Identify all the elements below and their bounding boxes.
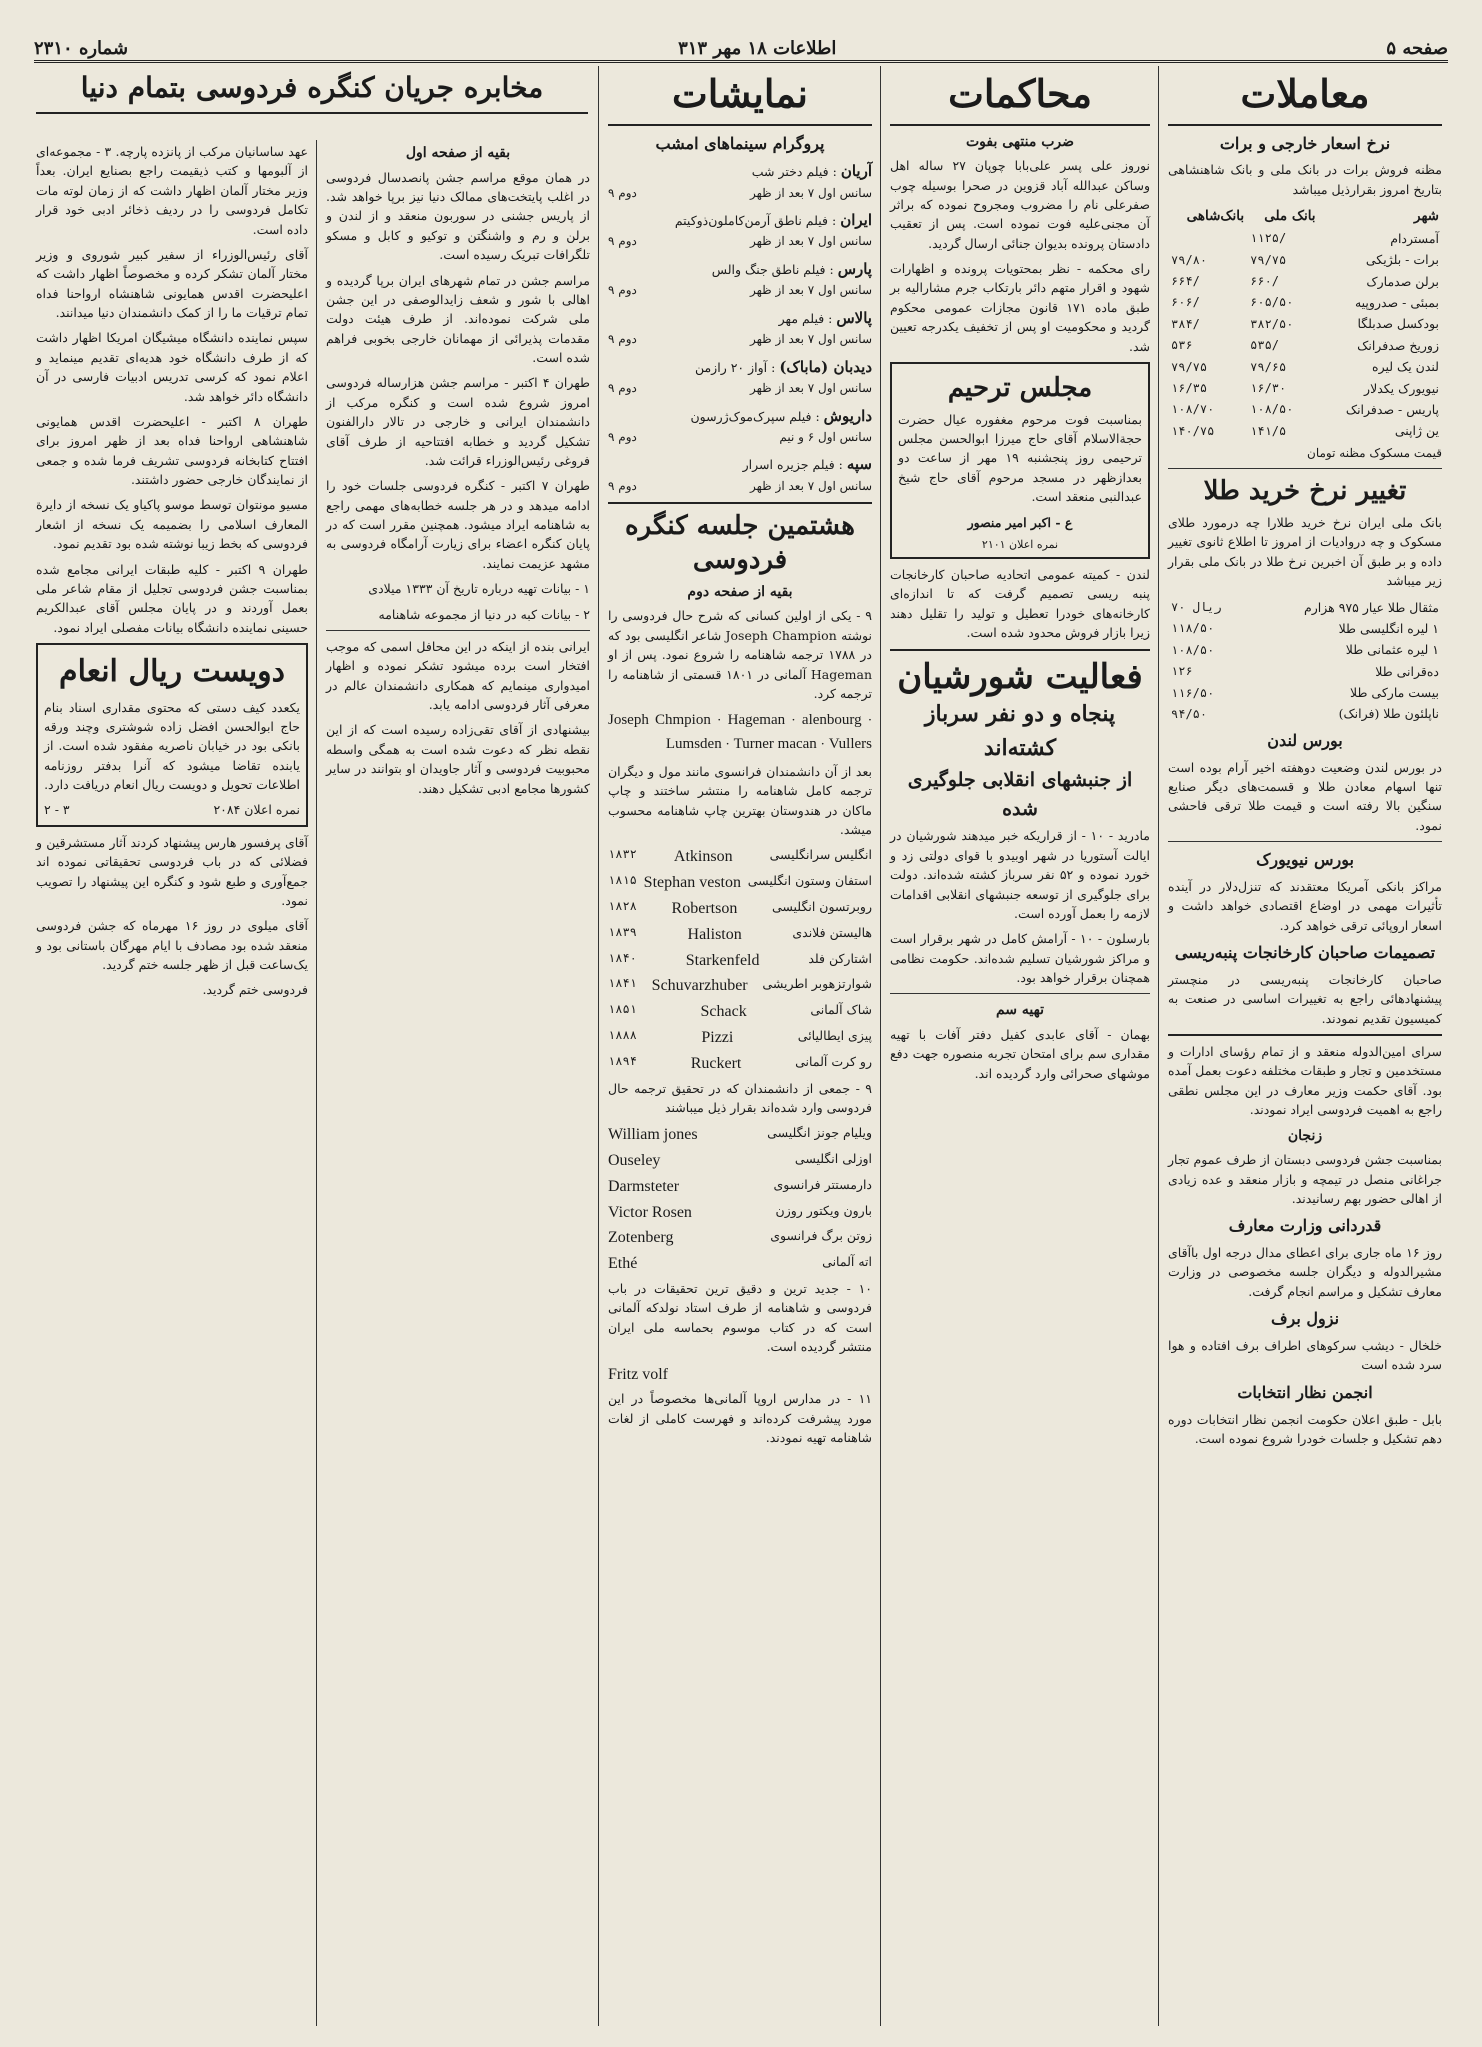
scholar-desc: بارون ویکتور روزن [775,1202,872,1218]
gold-row [1168,618,1442,639]
latin-names-inline: Joseph Chmpion · Hageman · alenbourg · Lumsden · Turner macan · Vullers [608,712,872,752]
translator-row [608,949,872,974]
film-title: فیلم ناطق آرمن‌کاملون‌ذوکیتم [674,213,829,229]
ferdowsi-bottom-text: ایرانی بنده از اینکه در این محافل اسمی که موجب افتخار است برده میشود تشکر نموده و اظهار امیدواری مینمایم که همکاری دانشمندان عالم در معرفی آثار فردوسی ادامه یابد. [326,638,590,713]
rate-city: ین ژاپنی [1394,423,1439,439]
translator-year: ۱۸۳۲ [608,847,637,862]
rate-row [1168,292,1442,313]
reward-ad-title: دویست ریال انعام [59,654,285,689]
scholar-list [608,1123,872,1277]
cinema-item: دیدبان (ماباک) : آواز ۲۰ رازمن سانس اول ۷ بعد از ظهر دوم ۹ [608,356,872,398]
session-2: دوم ۹ [608,478,637,493]
khalkhal-title: نزول برف [1270,1309,1340,1329]
page-label: صفحه ۵ [1386,37,1448,59]
cinema-item: پارس : فیلم ناطق جنگ والس سانس اول ۷ بعد از ظهر دوم ۹ [608,258,872,300]
gold-item: مثقال طلا عیار ۹۷۵ هزارم [1304,599,1439,615]
date-line: اطلاعات ۱۸ مهر ۳۱۳ [678,37,837,59]
rate-value: ۱۶/۳۵ [1171,380,1208,395]
case-title: ضرب منتهی بفوت [965,133,1074,150]
gold-row [1168,682,1442,703]
film-title: آواز ۲۰ رازمن [694,359,768,375]
ferdowsi-text-4: طهران ۷ اکتبر - کنگره فردوسی جلسات خود را ادامه میدهد و در هر جلسه خطابه‌های مهمی راجع به شاهنامه ایراد میشود. همچنین مقرر است که در پایان کنگره اعضاء برای زیارت آرامگاه فردوسی به مشهد عزیمت نمایند. [326,478,590,571]
scholar-latin: Zotenberg [608,1229,674,1247]
session-2: دوم ۹ [608,429,637,444]
cinema-name: داریوش [823,406,872,425]
session-2: دوم ۹ [608,380,637,395]
ferdowsi-text-3: طهران ۴ اکتبر - مراسم جشن هزارساله فردوسی امروز شروع شده است و کنگره مرکب از دانشمندان ایرانی و خارجی در تالار دارالفنون تشکیل گردید و خطابه افتتاحیه از طرف آقای فروغی رئیس‌الوزراء قرائت شد. [326,375,591,468]
congress-text-3: ۱۰ - جدید ترین و دقیق ترین تحقیقات در باب فردوسی و شاهنامه از طرف استاد نولدکه آلمانی است که در کتاب موسوم بحماسه ملی ایران منتشر گردیده است. [608,1281,872,1355]
gold-item: ده‌قرانی طلا [1375,663,1439,679]
session-2: دوم ۹ [608,332,637,347]
ferdowsi-right-text-7: آقای پرفسور هارس پیشنهاد کردند آثار مستشرقین و فضلائی که در باب فردوسی تحقیقاتی نموده اند جمع‌آوری و طبع شود و کنگره این پیشنهاد را تصویب نمود. [36,834,308,908]
cinema-name: دیدبان (ماباک) [779,357,872,376]
congress-title: هشتمین جلسه کنگره فردوسی [625,511,855,575]
election-text: بابل - طبق اعلان حکومت انجمن نظار انتخابات دوره دهم تشکیل و جلسات خودرا شروع نموده است. [1168,1411,1442,1446]
rate-row [1168,378,1442,399]
translator-desc: انگلیس سرانگلیسی [769,847,872,863]
rate-value: ۶۰۵/۵۰ [1250,295,1294,310]
rate-value: ۱۰۸/۷۰ [1171,402,1215,417]
revolt-text-2: بارسلون - ۱۰ - آرامش کامل در شهر برقرار است و مراکز شورشیان تسلیم شده‌اند. حکومت نظامی همچنان برقرار خواهد بود. [890,931,1150,986]
translator-desc: استفان وستون انگلیسی [747,873,872,889]
rate-row [1168,356,1442,377]
gold-row [1168,661,1442,682]
masthead-bar [34,36,1448,63]
rate-row [1168,228,1442,249]
translator-desc: شاک آلمانی [810,1002,872,1018]
translator-list [608,845,872,1076]
congress-text: ۹ - یکی از اولین کسانی که شرح حال فردوسی را نوشته Joseph Champion شاعر انگلیسی بود که در ۱۷۸۸ ترجمه شاهنامه را شروع نمود. پس از او Hageman آلمانی در ۱۸۰۱ قسمتی از شاهنامه را ترجمه کرد. [608,608,872,701]
london-text: در بورس لندن وضعیت دوهفته اخیر آرام بوده است تنها اسهام معادن طلا و قسمت‌های دیگر صنایع سنگین بالا رفته است و قیمت طلا ترقی فاحشی نمود. [1168,759,1442,833]
gold-item: ۱ لیره انگلیسی طلا [1338,620,1439,636]
congress-text-2: بعد از آن دانشمندان فرانسوی مانند مول و دیگران ترجمه کامل شاهنامه را منتشر ساختند و چاپ ماکان در هندوستان بهترین چاپ شاهنامه محسوب میشد. [608,763,872,837]
translator-latin: Stephan veston [643,874,741,892]
reward-ad-ref: نمره اعلان ۲۰۸۴ [213,802,300,818]
court-title: محاکمات [948,71,1092,116]
rate-city: پاریس - صدفرانک [1345,401,1439,417]
gold-table [1168,597,1442,725]
translator-latin: Ruckert [690,1054,742,1072]
cinema-item: ایران : فیلم ناطق آرمن‌کاملون‌ذوکیتم سانس اول ۷ بعد از ظهر دوم ۹ [608,209,872,251]
translator-row [608,845,872,870]
rate-value: ۱۴۰/۷۵ [1171,423,1215,438]
translator-row [608,974,872,999]
cinema-name: پارس [837,259,872,278]
ferdowsi-bottom-text-2: بیشنهادی از آقای تقی‌زاده رسیده است که از این نقطه نظر که دعوت شده است به همگی واسطه محبوبیت فردوسی و آثار جاویدان او بتوانند در سایر کشورها مجامع ادبی تشکیل دهند. [326,722,590,796]
rate-city: بمبئی - صدروپیه [1354,295,1439,311]
rate-city: نیویورک یکدلار [1364,380,1439,396]
scholar-row [608,1226,872,1251]
rates-title: نرخ اسعار خارجی و برات [1219,133,1391,153]
trade-column [1162,66,1448,2026]
rate-value: ۵۳۵/ [1250,338,1280,353]
reward-ad-text: یکعدد کیف دستی که محتوی مقداری اسناد بنام حاج ابوالحسن افضل زاده شوشتری وچند ورقه بانکی بود در خیابان ناصریه مفقود شده است. از یابنده تقاضا میشود که آنرا بدفتر روزنامه اطلاعات تحویل و دویست ریال انعام دریافت دارد. [44,699,300,792]
cinema-name: آریان [840,162,872,181]
scholar-latin: Ethé [608,1255,638,1273]
translator-year: ۱۸۵۱ [608,1002,637,1017]
gold-price: ۷۰ ریال [1171,600,1222,614]
ministry-title: قدردانی وزارت معارف [1228,1216,1382,1236]
rate-city: بودکسل صدبلگا [1357,316,1439,332]
program-title: پروگرام سینماهای امشب [655,133,825,153]
congress-subtitle: بقیه از صفحه دوم [687,583,793,600]
scholar-latin: Darmsteter [608,1177,680,1195]
festival-text: سرای امین‌الدوله منعقد و از تمام رؤسای ادارات و مستخدمین و تجار و طبقات مختلفه دعوت بعمل آمده بود. آقای حکمت وزیر معارف در این مجلس نطقی راجع به اهمیت فردوسی ایراد نمودند. [1168,1044,1442,1118]
scholar-desc: زوتن برگ فرانسوی [770,1228,872,1244]
rate-value: ۵۳۶ [1171,338,1193,353]
election-title: انجمن نظار انتخابات [1237,1382,1373,1402]
rate-value: ۱۶/۳۰ [1250,380,1287,395]
gold-price: ۱۱۶/۵۰ [1171,685,1215,700]
revolt-subhead: پنجاه و دو نفر سرباز کشته‌اند [924,701,1116,762]
translator-row [608,1026,872,1051]
film-title: فیلم سپرک‌موک‌ژرسون [690,408,812,424]
zanjan-text: بمناسبت جشن فردوسی دبستان از طرف عموم تجار جراغانی منصل در تیمچه و بازار منعقد و عده زیادی از اهالی حضور بهم رسانیدند. [1168,1152,1442,1206]
ferdowsi-right-sub [320,140,596,2026]
film-title: فیلم ناطق جنگ والس [711,261,826,277]
cinema-item: سپه : فیلم جزیره اسرار سانس اول ۷ بعد از ظهر دوم ۹ [608,453,872,495]
ferdowsi-right-text-4: طهران ۸ اکتبر - اعلیحضرت اقدس همایونی شاهنشاهی ارواحنا فداه بعد از ظهر امروز برای افتتاح کتابخانه فردوسی تشریف فرما شده و جمعی از نمایندگان خارجی حضور داشتند. [36,413,308,487]
condolence-ref: نمره اعلان ۲۱۰۱ [981,537,1059,551]
gold-price: ۱۲۶ [1171,664,1193,679]
cinema-name: ایران [840,211,872,230]
rate-value: ۳۸۲/۵۰ [1250,316,1294,331]
session-2: دوم ۹ [608,283,637,298]
translator-latin: Robertson [671,899,738,917]
silver-note: قیمت مسکوک مظنه تومان [1307,445,1442,460]
rate-value: ۷۹/۷۵ [1171,359,1208,374]
ferdowsi-right-text-5: مسیو مونتوان توسط موسو پاکیاو یک نسخه از دایرة المعارف اسلامی را بضمیمه یک نسخه از اشعار فردوسی که بخط زیبا نوشته شده بود تقدیم نمود. [36,497,308,552]
gold-price: ۱۰۸/۵۰ [1171,642,1215,657]
film-title: فیلم جزیره اسرار [742,457,835,473]
ferdowsi-title: مخابره جریان کنگره فردوسی بتمام دنیا [80,71,544,104]
session-1: سانس اول ۷ بعد از ظهر [750,478,872,493]
case-verdict: رای محکمه - نظر بمحتویات پرونده و اظهارات شهود و اقرار متهم دائر بارتکاب جرم مشارالیه بر طبق ماده ۱۷۱ قانون مجازات عمومی محکوم گردید و محکومیت او پس از تخفیف یکدرجه تعیین شد. [890,261,1150,354]
poison-title: تهیه سم [995,1002,1044,1019]
ferdowsi-right-text-3: سپس نماینده دانشگاه میشیگان امریکا اظهار داشت که از طرف دانشگاه خود هدیه‌ای تقدیم مینماید و اعلام نمود که کرسی تدریس ادبیات فارسی در آن دانشگاه دائر خواهد شد. [36,330,308,404]
ferdowsi-text-6: ۲ - بیانات کبه در دنیا از مجموعه شاهنامه [378,606,590,622]
ferdowsi-right-text-6: طهران ۹ اکتبر - کلیه طبقات ایرانی مجامع شده بمناسبت جشن فردوسی تجلیل از مقام شاعر ملی بعمل آوردند و در پایان مجلس آقای عبدالکریم حسینی نماینده دانشگاه بیانات مفصلی ایراد نمود. [36,561,308,635]
session-1: سانس اول ۷ بعد از ظهر [750,185,872,200]
rate-value [1168,228,1247,249]
rate-value: ۷۹/۸۰ [1171,252,1208,267]
rate-city: زوریخ صدفرانک [1357,337,1439,353]
gold-row [1168,639,1442,660]
session-1: سانس اول ۶ و نیم [779,429,872,444]
rates-table [1168,205,1442,442]
continued-label: بقیه از صفحه اول [405,145,511,161]
translator-latin: Starkenfeld [685,951,760,969]
gold-item: بیست مارکی طلا [1350,685,1439,701]
translator-desc: هالیستن فلاندی [792,924,872,940]
translator-year: ۱۸۳۹ [608,924,637,939]
gold-price: ۱۱۸/۵۰ [1171,621,1215,636]
scholar-row [608,1201,872,1226]
gold-item: ۱ لیره عثمانی طلا [1345,642,1439,658]
gold-price: ۹۴/۵۰ [1171,706,1208,721]
case-text: نوروز علی پسر علی‌بابا چوپان ۲۷ ساله اهل وساکن عبدالله آباد قزوین در صحرا بوسیله چوب صفرعلی نام را مضروب ومجروح نموده که براثر آن مجنی‌علیه فوت نموده است. پس از تعقیب دادستان پرونده بدیوان جنائی ارسال گردید. [890,158,1150,251]
translator-desc: رو کرت آلمانی [795,1053,872,1069]
translator-desc: پیزی ایطالیائی [797,1027,872,1043]
scholar-row [608,1123,872,1148]
condolence-signature: ع - اکبر امیر منصور [967,514,1073,530]
session-1: سانس اول ۷ بعد از ظهر [750,332,872,347]
revolt-headline: فعالیت شورشیان [897,656,1143,697]
translator-latin: Pizzi [701,1028,734,1046]
column-divider [880,66,881,2026]
cinema-item: آریان : فیلم دختر شب سانس اول ۷ بعد از ظهر دوم ۹ [608,160,872,202]
ferdowsi-right-text-8: آقای میلوی در روز ۱۶ مهرماه که جشن فردوسی منعقد شده بود مصادف با ایام مهرگان باستانی بود و یک‌ساعت قبل از ظهر جلسه ختم گردید. [36,918,308,972]
translator-year: ۱۸۹۴ [608,1053,637,1068]
ministry-text: روز ۱۶ ماه جاری برای اعطای مدال درجه اول باآقای مشیرالدوله و دیگران جلسه مخصوصی در وزارت معارف تشکیل و مراسم انجام گرفت. [1168,1245,1442,1299]
translator-year: ۱۸۸۸ [608,1027,637,1042]
translator-row [608,923,872,948]
scholar-row [608,1149,872,1174]
session-1: سانس اول ۷ بعد از ظهر [750,234,872,249]
gold-text: بانک ملی ایران نرخ خرید طلارا چه درمورد طلای مسکوک و چه دروادیات از امروز تا اطلاع ثانوی تغییر داده و بر طبق آن اخبرین نرخ طلا در بانک ملی بقرار زیر میباشد [1168,515,1442,589]
reward-ad-footer [44,800,300,819]
condolence-title: مجلس ترحیم [947,372,1093,403]
rates-intro: مظنه فروش برات در بانک ملی و بانک شاهنشاهی بتاریخ امروز بقرارذیل میباشد [1168,162,1442,197]
translator-year: ۱۸۲۸ [608,898,637,913]
column-divider [316,140,317,2026]
translator-row [608,897,872,922]
rate-value: ۷۹/۷۵ [1250,252,1287,267]
translator-latin: Schack [700,1003,747,1021]
rate-value: ۱۱۲۵/ [1250,231,1287,246]
shows-column [602,66,878,2026]
gold-title: تغییر نرخ خرید طلا [1203,476,1407,507]
translator-year: ۱۸۱۵ [608,873,637,888]
rate-city: لندن یک لیره [1372,359,1439,375]
translator-row [608,1000,872,1025]
cinema-name: پالاس [836,308,872,327]
session-1: سانس اول ۷ بعد از ظهر [750,380,872,395]
cinema-name: سپه [846,455,872,474]
ferdowsi-text-2: مراسم جشن در تمام شهرهای ایران برپا گردیده و اهالی با شور و شعف زایدالوصفی در این جشن ملی شرکت نموده‌اند. از طرف هیئت دولت مقدمات پذیرائی از مهمانان خارجی بخوبی فراهم شده است. [326,272,590,366]
rate-row [1168,313,1442,334]
scholar-desc: اته آلمانی [822,1254,872,1270]
revolt-text: مادرید - ۱۰ - از قراریکه خبر میدهند شورشیان در ایالت آستوریا در شهر اوبیدو با قوای دولتی زد و خورد نموده و ۵۲ نفر سرباز کشته شده‌اند. دولت برای جلوگیری از توسعه جنبشهای انقلابی اقدامات لازمه را بعمل آورده است. [890,828,1150,921]
translator-latin: Haliston [687,925,742,943]
rate-city: برات - بلژیکی [1365,252,1439,268]
court-column [884,66,1156,2026]
ferdowsi-close: فردوسی ختم گردید. [202,982,308,998]
session-1: سانس اول ۷ بعد از ظهر [750,283,872,298]
revolt-subhead-2: از جنبشهای انقلابی جلوگیری شده [907,768,1133,820]
congress-text-4: ۱۱ - در مدارس اروپا آلمانی‌ها مخصوصاً در این مورد پیشرفت کرده‌اند و فهرست کاملی از لغات شاهنامه تهیه نمودند. [608,1391,872,1446]
translator-latin: Atkinson [673,848,733,866]
film-title: فیلم دختر شب [751,164,829,180]
translator-row [608,1052,872,1077]
ferdowsi-right-text-1: عهد ساسانیان مرکب از پانزده پارچه. ۳ - مجموعه‌ای از آلبومها و کتب ذیقیمت راجع بصنایع ایران. بعداً وزیر مختار آلمان اظهار داشت که از زمان لوته مات تکامل فردوسی را در ردیف ذخائر ادبی خود قرار داده است. [36,144,308,237]
fritz-name: Fritz volf [608,1365,668,1383]
session-2: دوم ۹ [608,234,637,249]
gold-row [1168,597,1442,618]
scholar-desc: ویلیام جونز انگلیسی [767,1125,872,1141]
newyork-title: بورس نیویورک [1256,850,1354,870]
issue-number: شماره ۲۳۱۰ [34,37,129,59]
rate-row [1168,271,1442,292]
scholar-latin: Victor Rosen [608,1203,692,1221]
condolence-box [890,362,1150,559]
translator-row [608,871,872,896]
session-2: دوم ۹ [608,185,637,200]
scholars-intro: ۹ - جمعی از دانشمندان که در تحقیق ترجمه حال فردوسی وارد شده‌اند بقرار ذیل میباشند [608,1080,872,1115]
rate-value: ۷۹/۶۵ [1250,359,1287,374]
rate-row [1168,420,1442,441]
poison-text: بهمان - آقای عابدی کفیل دفتر آفات با تهیه مقداری سم برای امتحان تجربه منصوره جهت دفع موشهای صحرائی وارد گردیده اند. [890,1027,1150,1081]
column-divider [1158,66,1159,2026]
cotton-text: صاحبان کارخانجات پنبه‌ریسی در منچستر پیشنهادهائی راجع به تغییرات اساسی در صنعت به کمیسیون تقدیم نمودند. [1168,971,1442,1026]
translator-desc: شوارتزهوبر اطریشی [762,976,872,992]
ferdowsi-text-5: ۱ - بیانات تهیه درباره تاریخ آن ۱۳۳۳ میلادی [368,581,590,597]
reward-ad [36,643,308,827]
column-divider [598,66,599,2026]
scholar-latin: Ouseley [608,1152,661,1170]
rate-value: ۳۸۴/ [1171,316,1200,331]
ferdowsi-text-1: در همان موقع مراسم جشن پانصدسال فردوسی در اغلب پایتخت‌های ممالک دنیا نیز برپا خواهد شد. از پاریس جشنی در سوربون منعقد و از لندن و برلن و رم و واشنگتن و توکیو و کابل و مسکو تلگرافات تبریک رسیده است. [326,169,590,263]
rate-value: ۶۶۴/ [1171,274,1200,289]
rates-table-header: شهر بانک ملی بانک‌شاهی [1186,208,1439,225]
cotton-title: تصمیمات صاحبان کارخانجات پنبه‌ریسی [1174,943,1436,963]
london-title: بورس لندن [1267,730,1343,750]
scholar-row [608,1175,872,1200]
translator-desc: روبرتسون انگلیسی [771,898,872,914]
rate-row [1168,249,1442,270]
translator-year: ۱۸۴۰ [608,950,637,965]
rate-city: برلن صدمارک [1366,273,1439,289]
cotton-news: لندن - کمیته عمومی اتحادیه صاحبان کارخانجات پنبه ریسی تصمیم گرفت که تا اندازه‌ای کارخانه‌های خودرا تعطیل و تولید را تقلیل دهند زیرا بازار فروش محدود شده است. [890,567,1150,641]
scholar-desc: اوزلی انگلیسی [794,1151,872,1167]
translator-desc: اشتارکن فلد [808,950,872,966]
ferdowsi-left-sub [30,140,314,2026]
rate-value: ۱۰۸/۵۰ [1250,402,1294,417]
trade-title: معاملات [1240,71,1370,116]
ferdowsi-header [30,66,594,146]
cinema-list [608,160,872,495]
rate-value: ۶۶۰/ [1250,274,1280,289]
gold-row [1168,703,1442,724]
khalkhal-text: خلخال - دیشب سرکوهای اطراف برف افتاده و هوا سرد شده است [1168,1338,1442,1373]
translator-year: ۱۸۴۱ [608,976,637,991]
rate-row [1168,399,1442,420]
rate-row [1168,335,1442,356]
shows-title: نمایشات [672,71,808,116]
ferdowsi-right-text-2: آقای رئیس‌الوزراء از سفیر کبیر شوروی و وزیر مختار آلمان تشکر کرده و مخصوصاً اظهار داشت که اعلیحضرت اقدس همایونی شاهنشاه ارواحنا فداه تمام ترقیات ما را از کمک دانشمندان دنیا میدانند. [36,246,308,320]
gold-item: ناپلئون طلا (فرانک) [1338,706,1439,722]
cinema-item: پالاس : فیلم مهر سانس اول ۷ بعد از ظهر دوم ۹ [608,307,872,349]
rate-value: ۱۴۱/۵ [1250,423,1287,438]
film-title: فیلم مهر [778,310,825,326]
newyork-text: مراکز بانکی آمریکا معتقدند که تنزل‌دلار در آینده تأثیرات مهمی در اوضاع اقتصادی خواهد داشت و اسعار اروپائی ترقی خواهد کرد. [1168,878,1442,933]
scholar-latin: William jones [608,1126,698,1144]
zanjan-title: زنجان [1287,1127,1323,1144]
scholar-desc: دارمستتر فرانسوی [773,1176,872,1192]
rate-value: ۶۰۶/ [1171,295,1200,310]
cinema-item: داریوش : فیلم سپرک‌موک‌ژرسون سانس اول ۶ و نیم دوم ۹ [608,405,872,447]
condolence-text: بمناسبت فوت مرحوم مغفوره عیال حضرت حجةالاسلام آقای حاج میرزا ابوالحسن مجلس ترحیمی روز پنجشنبه ۱۹ مهر از ساعت دو بعدازظهر در مسجد مرحوم آقای حاج شیخ عبدالنبی منعقد است. [898,411,1142,505]
scholar-row [608,1252,872,1277]
translator-latin: Schuvarzhuber [651,977,748,995]
rate-city: آمستردام [1390,230,1439,246]
reward-ad-num: ۳ - ۲ [44,802,70,818]
